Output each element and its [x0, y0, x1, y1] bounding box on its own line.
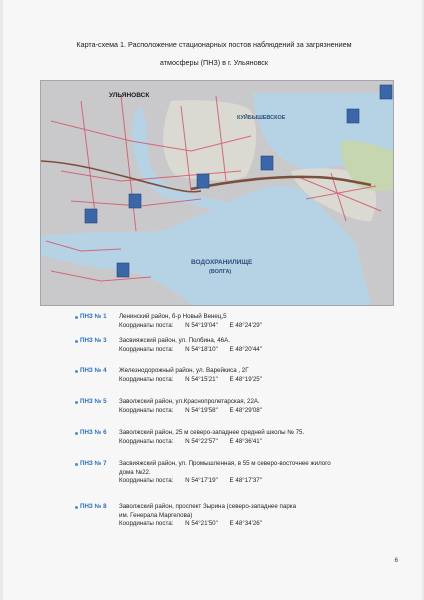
post-coordinates: [119, 346, 399, 355]
post-lon: E 48°19'25": [229, 375, 262, 383]
post-code: ПНЗ № 5: [80, 398, 107, 405]
coords-label: Координаты поста:: [119, 520, 174, 528]
post-address: Заволжский район, проспект Зырина (северо-западнее парка: [119, 503, 297, 510]
coords-label: Координаты поста:: [119, 345, 174, 353]
post-address-continued: им. Генерала Маргелова): [119, 511, 193, 519]
post-lon: E 48°34'26": [229, 520, 262, 528]
post-lon: E 48°24'29": [229, 321, 262, 329]
coords-label: Координаты поста:: [119, 375, 174, 383]
post-address-continued: дома №22.: [119, 468, 151, 476]
map-title-line1: Карта-схема 1. Расположение стационарных постов наблюдений за загрязнением: [76, 40, 352, 49]
post-marker: [85, 209, 97, 223]
document-page: [3, 0, 422, 600]
post-code: ПНЗ № 3: [80, 337, 107, 344]
post-marker: [347, 109, 359, 123]
post-marker: [117, 263, 129, 277]
post-marker: [261, 156, 273, 170]
post-lat: N 54°17'19": [185, 477, 218, 485]
central-district: [163, 100, 256, 180]
coords-label: Координаты поста:: [119, 437, 174, 445]
post-coordinates: [119, 376, 399, 385]
post-lat: N 54°19'58": [185, 406, 218, 414]
page-number: 6: [394, 558, 398, 564]
post-lon: E 48°20'44": [229, 345, 262, 353]
post-marker: [197, 174, 209, 188]
post-address: Засвияжский район, ул. Полбина, 46А.: [119, 337, 230, 344]
bullet-icon: [75, 370, 78, 373]
city-map: [40, 80, 394, 306]
map-title-line2: атмосферы (ПНЗ) в г. Ульяновск: [159, 58, 269, 67]
map-label-reservoir: ВОДОХРАНИЛИЩЕ: [191, 259, 253, 266]
bullet-icon: [75, 432, 78, 435]
post-address: Заволжский район, 25 м северо-западнее средней школы № 75.: [119, 429, 305, 436]
post-coordinates: [119, 477, 399, 486]
bullet-icon: [75, 340, 78, 343]
post-coordinates: [119, 407, 399, 416]
post-lon: E 48°29'08": [229, 406, 262, 414]
post-lat: N 54°15'21": [185, 375, 218, 383]
post-code: ПНЗ № 8: [80, 503, 107, 510]
coords-label: Координаты поста:: [119, 477, 174, 485]
map-graphic: [41, 81, 393, 305]
post-lat: N 54°22'57": [185, 437, 218, 445]
post-address: Ленинский район, б-р Новый Венец,5: [119, 313, 227, 320]
post-marker: [129, 194, 141, 208]
coords-label: Координаты поста:: [119, 406, 174, 414]
map-label-district: КУЙБЫШЕВСКОЕ: [237, 115, 286, 121]
post-lon: E 48°36'41": [229, 437, 262, 445]
post-lon: E 48°17'37": [229, 477, 262, 485]
map-label-reservoir-sub: (ВОЛГА): [209, 269, 232, 275]
map-label-city: УЛЬЯНОВСК: [109, 92, 150, 99]
bullet-icon: [75, 463, 78, 466]
coords-label: Координаты поста:: [119, 321, 174, 329]
post-coordinates: [119, 520, 399, 529]
post-address: Железнодорожный район, ул. Варейкиса , 2Г: [119, 367, 249, 374]
post-marker: [380, 85, 392, 99]
post-code: ПНЗ № 4: [80, 367, 107, 374]
post-code: ПНЗ № 6: [80, 429, 107, 436]
post-address: Засвияжский район, ул. Промышленная, в 55 м северо-восточнее жилого: [119, 460, 331, 467]
post-coordinates: [119, 322, 399, 331]
post-coordinates: [119, 438, 399, 447]
post-code: ПНЗ № 7: [80, 460, 107, 467]
bullet-icon: [75, 506, 78, 509]
post-lat: N 54°18'10": [185, 345, 218, 353]
post-lat: N 54°21'50": [185, 520, 218, 528]
bullet-icon: [75, 316, 78, 319]
post-address: Заволжский район, ул.Краснопролетарская, 22А.: [119, 398, 260, 405]
bullet-icon: [75, 401, 78, 404]
post-lat: N 54°19'04": [185, 321, 218, 329]
post-code: ПНЗ № 1: [80, 313, 107, 320]
